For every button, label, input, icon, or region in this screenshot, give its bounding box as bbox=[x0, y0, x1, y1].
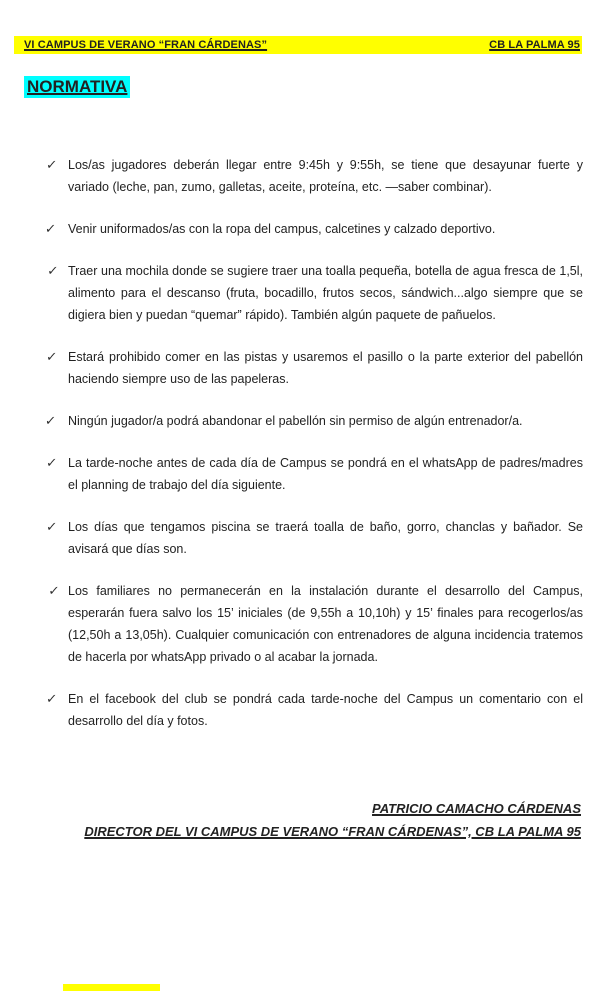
checkmark-icon: ✓ bbox=[46, 263, 60, 278]
signature-name: PATRICIO CAMACHO CÁRDENAS bbox=[372, 801, 581, 816]
rules-list bbox=[45, 154, 583, 732]
signature-role: DIRECTOR DEL VI CAMPUS DE VERANO “FRAN CÁRDENAS”, CB LA PALMA 95 bbox=[84, 824, 581, 839]
rule-text: Ningún jugador/a podrá abandonar el pabellón sin permiso de algún entrenador/a. bbox=[68, 414, 523, 428]
list-item bbox=[45, 260, 583, 326]
next-page-sliver bbox=[63, 984, 160, 991]
rule-text: La tarde-noche antes de cada día de Campus se pondrá en el whatsApp de padres/madres el planning de trabajo del día siguiente. bbox=[68, 456, 583, 492]
signature bbox=[25, 797, 581, 843]
list-item bbox=[45, 410, 583, 432]
checkmark-icon: ✓ bbox=[45, 349, 58, 364]
checkmark-icon: ✓ bbox=[45, 157, 58, 172]
list-item bbox=[45, 452, 583, 496]
list-item bbox=[45, 516, 583, 560]
checkmark-icon: ✓ bbox=[44, 221, 57, 236]
header-band bbox=[14, 36, 582, 54]
rule-text: Estará prohibido comer en las pistas y usaremos el pasillo o la parte exterior del pabellón haciendo siempre uso de las papeleras. bbox=[68, 350, 583, 386]
header-left-title: VI CAMPUS DE VERANO “FRAN CÁRDENAS” bbox=[24, 39, 268, 51]
list-item bbox=[45, 218, 583, 240]
checkmark-icon: ✓ bbox=[45, 519, 58, 534]
checkmark-icon: ✓ bbox=[45, 455, 58, 470]
rule-text: Los familiares no permanecerán en la instalación durante el desarrollo del Campus, esperarán fuera salvo los 15’ iniciales (de 9,55h a 10,10h) y 15’ finales para recogerlos/as (12,50h a 13,05h). Cualquier comunicación con entrenadores de alguna incidencia tratemos de hacerla por whatsApp privado o al acabar la jornada. bbox=[68, 584, 583, 664]
list-item bbox=[45, 346, 583, 390]
checkmark-icon: ✓ bbox=[47, 583, 61, 598]
header-right-title: CB LA PALMA 95 bbox=[489, 39, 580, 51]
rule-text: En el facebook del club se pondrá cada tarde-noche del Campus un comentario con el desarrollo del día y fotos. bbox=[68, 692, 583, 728]
rule-text: Venir uniformados/as con la ropa del campus, calcetines y calzado deportivo. bbox=[68, 222, 496, 236]
rule-text: Los días que tengamos piscina se traerá toalla de baño, gorro, chanclas y bañador. Se avisará que días son. bbox=[68, 520, 583, 556]
rule-text: Traer una mochila donde se sugiere traer una toalla pequeña, botella de agua fresca de 1,5l, alimento para el descanso (fruta, bocadillo, frutos secos, sándwich...algo siempre que se digiera bien y puedan “quemar” rápido). También algún paquete de pañuelos. bbox=[68, 264, 583, 322]
checkmark-icon: ✓ bbox=[44, 413, 57, 428]
list-item bbox=[45, 688, 583, 732]
rule-text: Los/as jugadores deberán llegar entre 9:45h y 9:55h, se tiene que desayunar fuerte y variado (leche, pan, zumo, galletas, aceite, proteína, etc. —saber combinar). bbox=[68, 158, 583, 194]
list-item bbox=[45, 580, 583, 668]
checkmark-icon: ✓ bbox=[45, 691, 58, 706]
page-title: NORMATIVA bbox=[24, 76, 130, 98]
list-item bbox=[45, 154, 583, 198]
